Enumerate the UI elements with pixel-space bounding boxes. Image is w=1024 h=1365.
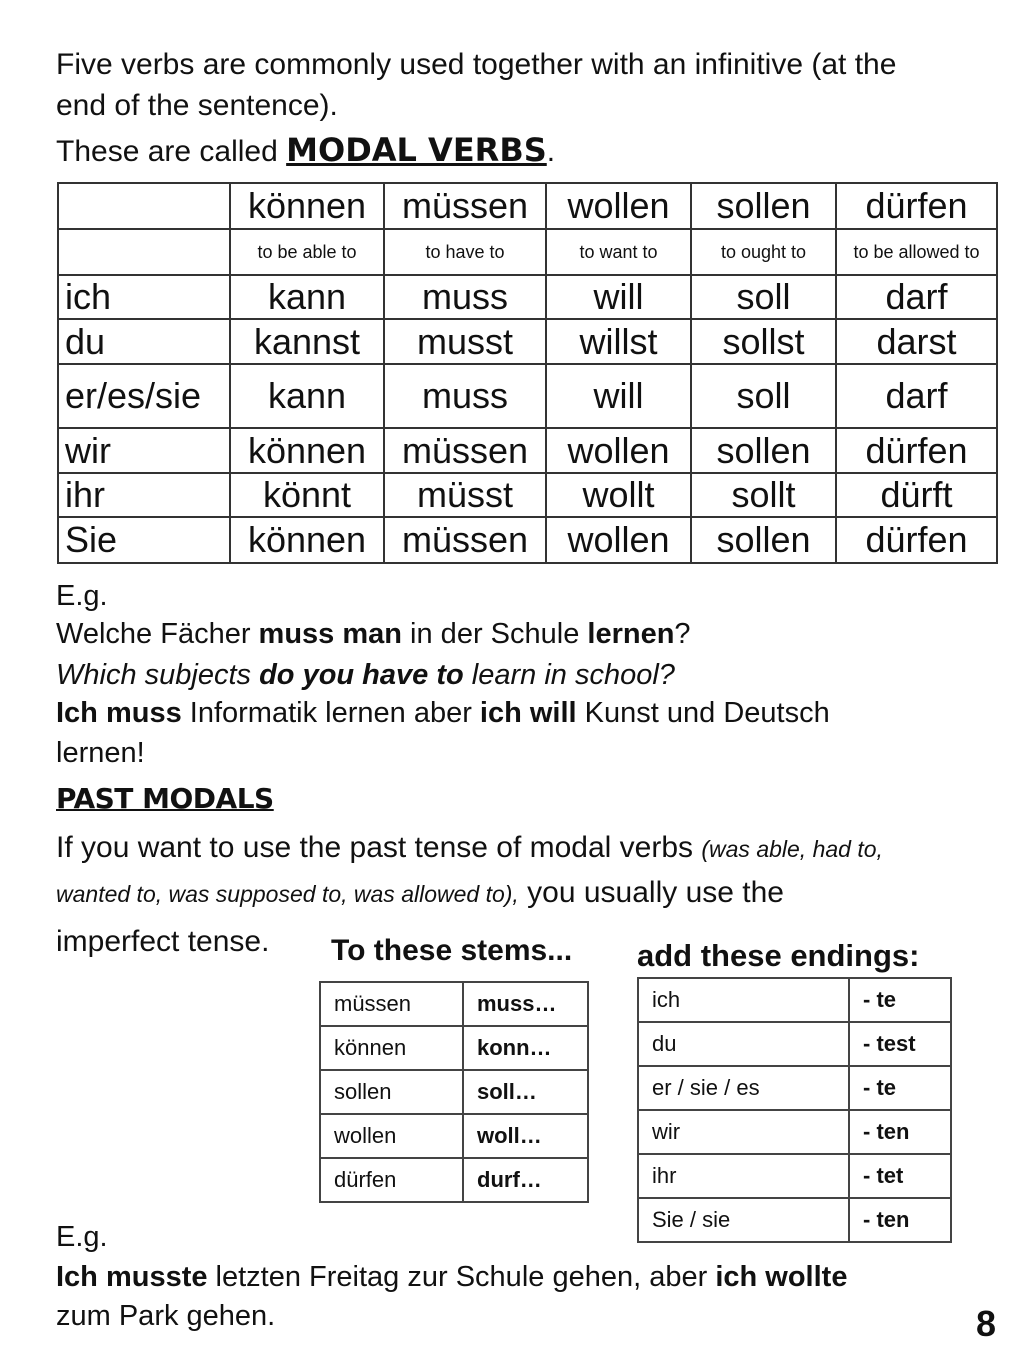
stem-verb-cell: sollen [320, 1070, 463, 1114]
example-2-bold: ich wollte [715, 1261, 848, 1293]
example-2-sentence [56, 1257, 847, 1297]
translation-cell: to have to [384, 229, 546, 275]
verb-form-cell: darst [836, 319, 997, 364]
example-1-german [56, 614, 691, 654]
table-row [320, 1026, 588, 1070]
example-2-part: letzten Freitag zur Schule gehen, aber [207, 1261, 716, 1293]
verb-form-cell: musst [384, 319, 546, 364]
ending-cell: - test [849, 1022, 951, 1066]
example-1-german-part: in der Schule [402, 618, 588, 650]
verb-form-cell: wollt [546, 473, 691, 517]
header-durfen: dürfen [836, 183, 997, 229]
pronoun-cell: wir [58, 428, 230, 473]
table-row [320, 1070, 588, 1114]
verb-form-cell: dürft [836, 473, 997, 517]
pronoun-cell: ich [58, 275, 230, 319]
verb-form-cell: dürfen [836, 517, 997, 563]
ending-pronoun-cell: wir [638, 1110, 849, 1154]
ending-cell: - ten [849, 1110, 951, 1154]
example-1-answer [56, 693, 830, 733]
example-1-english-part: Which subjects [56, 659, 260, 691]
example-1-english-bold: do you have to [259, 659, 464, 691]
intro-line-1: Five verbs are commonly used together with an infinitive (at the [56, 48, 897, 81]
example-1-german-bold: lernen [587, 618, 675, 650]
table-row [58, 275, 997, 319]
ending-pronoun-cell: du [638, 1022, 849, 1066]
ending-pronoun-cell: Sie / sie [638, 1198, 849, 1242]
verb-form-cell: sollen [691, 428, 836, 473]
page-number: 8 [976, 1303, 997, 1344]
table-row [58, 364, 997, 428]
ending-pronoun-cell: ihr [638, 1154, 849, 1198]
table-row [638, 1022, 951, 1066]
translation-cell: to be able to [230, 229, 384, 275]
example-1-german-bold: muss man [258, 618, 402, 650]
example-2-sentence-line-2: zum Park gehen. [56, 1300, 276, 1332]
past-paragraph-part: If you want to use the past tense of modal verbs [56, 831, 702, 864]
verb-form-cell: kann [230, 364, 384, 428]
example-1-english-part: learn in school? [463, 659, 675, 691]
past-paragraph-line-3: imperfect tense. [56, 925, 270, 958]
header-sollen: sollen [691, 183, 836, 229]
stem-verb-cell: wollen [320, 1114, 463, 1158]
verb-form-cell: kann [230, 275, 384, 319]
header-mussen: müssen [384, 183, 546, 229]
intro-line-3 [56, 130, 555, 172]
table-row [320, 982, 588, 1026]
stem-cell: woll… [463, 1114, 588, 1158]
endings-heading: add these endings: [637, 938, 920, 973]
example-1-answer-part: Informatik lernen aber [181, 697, 480, 729]
table-row [638, 1110, 951, 1154]
pronoun-cell: ihr [58, 473, 230, 517]
verb-form-cell: müssen [384, 517, 546, 563]
translation-empty-cell [58, 229, 230, 275]
verb-form-cell: wollen [546, 428, 691, 473]
ending-pronoun-cell: ich [638, 978, 849, 1022]
table-row [320, 1158, 588, 1202]
past-paragraph-line-1 [56, 828, 883, 869]
example-1-answer-bold: Ich muss [56, 697, 182, 729]
verb-form-cell: darf [836, 364, 997, 428]
endings-table [637, 977, 952, 1243]
verb-form-cell: willst [546, 319, 691, 364]
table-header-row [58, 183, 997, 229]
verb-form-cell: muss [384, 364, 546, 428]
verb-form-cell: könnt [230, 473, 384, 517]
intro-line-2: end of the sentence). [56, 89, 338, 122]
translation-cell: to ought to [691, 229, 836, 275]
example-2-bold: Ich musste [56, 1261, 208, 1293]
stem-verb-cell: dürfen [320, 1158, 463, 1202]
translation-row [58, 229, 997, 275]
example-1-german-part: Welche Fächer [56, 618, 259, 650]
verb-form-cell: müsst [384, 473, 546, 517]
pronoun-cell: Sie [58, 517, 230, 563]
example-1-answer-part: Kunst und Deutsch [576, 697, 830, 729]
ending-pronoun-cell: er / sie / es [638, 1066, 849, 1110]
intro-line-3-post: . [546, 135, 556, 168]
table-row [638, 1066, 951, 1110]
table-row [58, 473, 997, 517]
table-row [638, 1154, 951, 1198]
verb-form-cell: können [230, 517, 384, 563]
verb-form-cell: sollst [691, 319, 836, 364]
pronoun-cell: er/es/sie [58, 364, 230, 428]
table-row [638, 1198, 951, 1242]
past-paragraph-italic: (was able, had to, [701, 836, 883, 862]
verb-form-cell: will [546, 275, 691, 319]
example-1-answer-line-2: lernen! [56, 737, 145, 769]
past-modals-heading: PAST MODALS [56, 782, 274, 815]
table-row [320, 1114, 588, 1158]
example-1-english [56, 655, 675, 695]
stem-cell: konn… [463, 1026, 588, 1070]
stem-cell: soll… [463, 1070, 588, 1114]
table-row [58, 319, 997, 364]
ending-cell: - tet [849, 1154, 951, 1198]
translation-cell: to be allowed to [836, 229, 997, 275]
stem-verb-cell: müssen [320, 982, 463, 1026]
verb-form-cell: sollen [691, 517, 836, 563]
stem-cell: muss… [463, 982, 588, 1026]
stem-cell: durf… [463, 1158, 588, 1202]
table-row [638, 978, 951, 1022]
modal-verbs-heading: MODAL VERBS [286, 131, 547, 169]
example-2-label: E.g. [56, 1221, 108, 1253]
intro-line-3-pre: These are called [56, 135, 287, 168]
stems-table [319, 981, 589, 1203]
table-row [58, 428, 997, 473]
stem-verb-cell: können [320, 1026, 463, 1070]
verb-form-cell: soll [691, 364, 836, 428]
ending-cell: - ten [849, 1198, 951, 1242]
ending-cell: - te [849, 978, 951, 1022]
example-1-german-part: ? [674, 618, 691, 650]
table-row [58, 517, 997, 563]
verb-form-cell: soll [691, 275, 836, 319]
translation-cell: to want to [546, 229, 691, 275]
verb-form-cell: will [546, 364, 691, 428]
verb-form-cell: muss [384, 275, 546, 319]
stems-heading: To these stems... [331, 934, 573, 967]
past-paragraph-italic: wanted to, was supposed to, was allowed to), [56, 881, 519, 907]
modal-verbs-table [57, 182, 998, 564]
verb-form-cell: sollt [691, 473, 836, 517]
verb-form-cell: können [230, 428, 384, 473]
verb-form-cell: darf [836, 275, 997, 319]
header-wollen: wollen [546, 183, 691, 229]
past-paragraph-line-2 [56, 873, 784, 914]
verb-form-cell: müssen [384, 428, 546, 473]
example-1-answer-bold: ich will [479, 697, 577, 729]
verb-form-cell: kannst [230, 319, 384, 364]
header-empty-cell [58, 183, 230, 229]
ending-cell: - te [849, 1066, 951, 1110]
past-paragraph-part: you usually use the [518, 876, 784, 909]
example-1-label: E.g. [56, 580, 108, 612]
pronoun-cell: du [58, 319, 230, 364]
verb-form-cell: wollen [546, 517, 691, 563]
verb-form-cell: dürfen [836, 428, 997, 473]
header-konnen: können [230, 183, 384, 229]
